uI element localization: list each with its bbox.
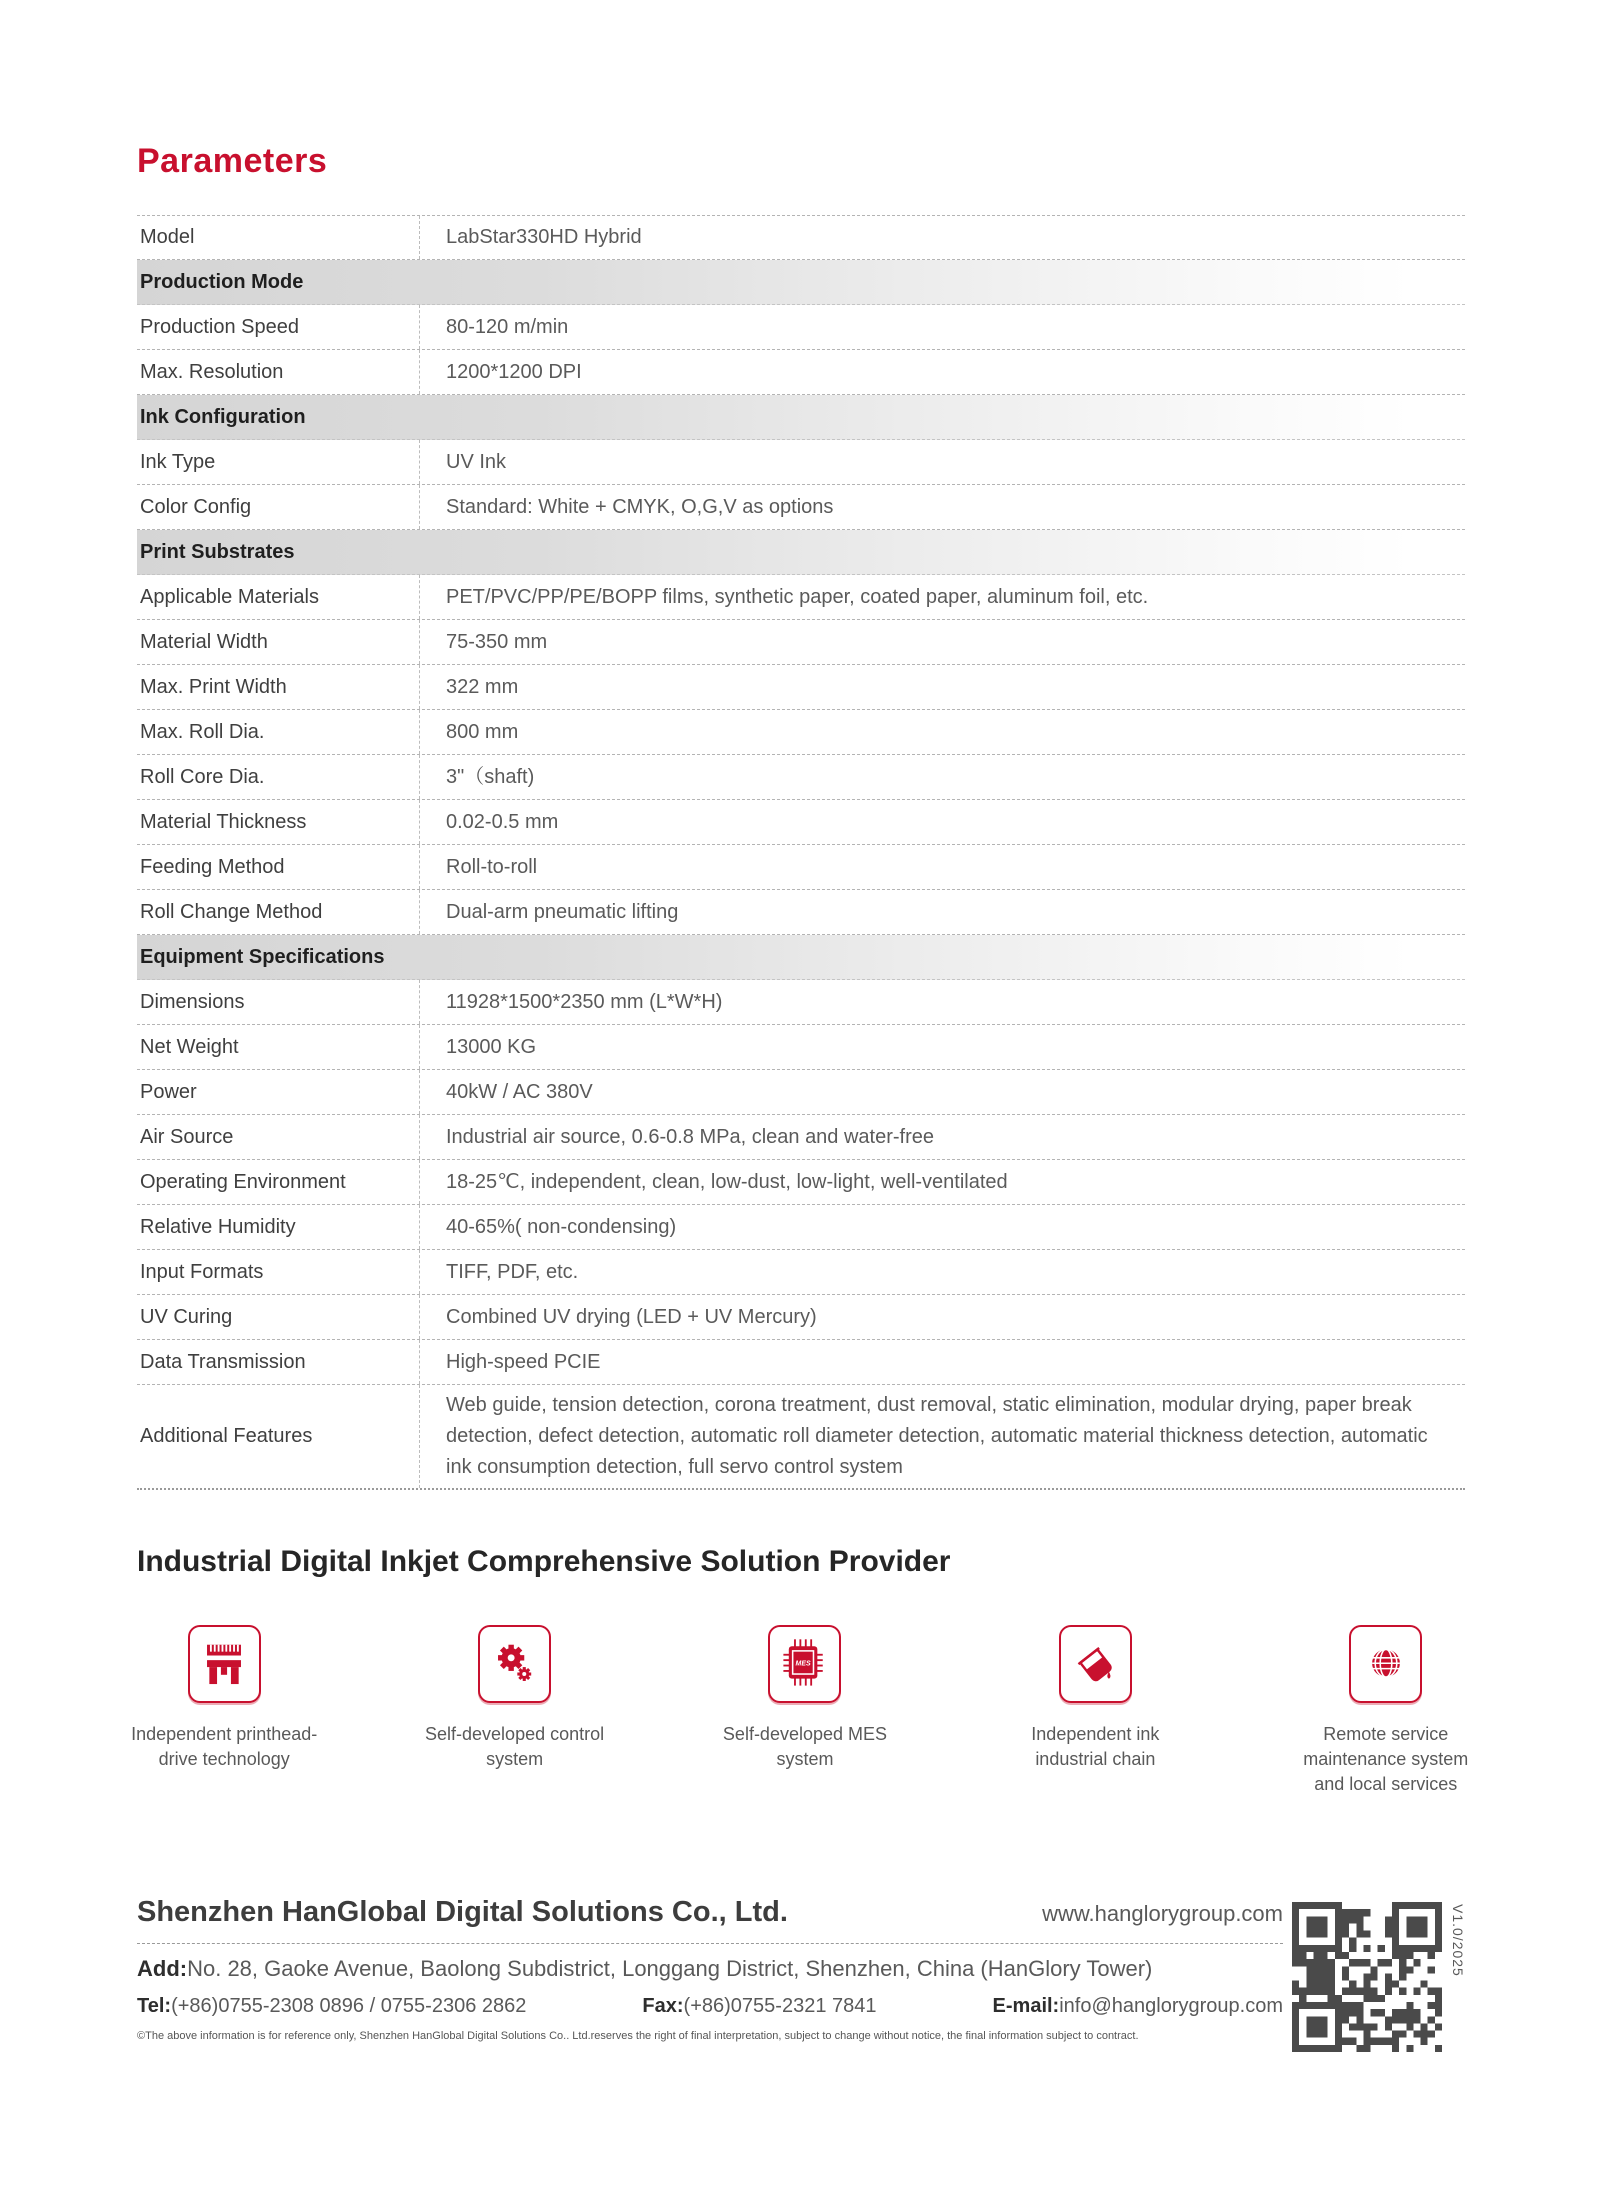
row-value: Web guide, tension detection, corona treatment, dust removal, static elimination, modular drying, paper break detection, defect detection, automatic roll diameter detection, automatic material thickness detection, automatic ink consumption detection, full servo control system	[419, 1385, 1465, 1488]
tel-number: (+86)0755-2308 0896 / 0755-2306 2862	[171, 1995, 527, 2017]
row-value: Standard: White + CMYK, O,G,V as options	[419, 485, 1465, 529]
row-value: 800 mm	[419, 710, 1465, 754]
table-row	[137, 485, 1465, 530]
row-value: PET/PVC/PP/PE/BOPP films, synthetic paper, coated paper, aluminum foil, etc.	[419, 575, 1465, 619]
solution-caption: Self-developed control system	[425, 1724, 605, 1769]
solution-item	[1241, 1625, 1531, 1797]
row-value: 3"（shaft)	[419, 755, 1465, 799]
table-row	[137, 665, 1465, 710]
email-address[interactable]: info@hanglorygroup.com	[1059, 1995, 1283, 2017]
row-value: High-speed PCIE	[419, 1340, 1465, 1384]
row-label: Max. Roll Dia.	[140, 720, 265, 743]
solution-caption: Independent printhead-drive technology	[131, 1724, 318, 1769]
row-label: Roll Core Dia.	[140, 765, 265, 788]
contact-line	[137, 1995, 1283, 2018]
row-value: 13000 KG	[419, 1025, 1465, 1069]
row-label: Ink Type	[140, 450, 216, 473]
row-label: Applicable Materials	[140, 585, 319, 608]
section-header-row: Production Mode	[137, 260, 1465, 305]
row-label: Model	[140, 226, 195, 248]
row-value: LabStar330HD Hybrid	[419, 216, 1465, 259]
table-row	[137, 1295, 1465, 1340]
table-row	[137, 890, 1465, 935]
row-label: Input Formats	[140, 1260, 264, 1283]
table-row	[137, 575, 1465, 620]
solution-heading: Industrial Digital Inkjet Comprehensive Solution Provider	[137, 1545, 951, 1578]
row-value: Dual-arm pneumatic lifting	[419, 890, 1465, 934]
table-row	[137, 215, 1465, 260]
row-label: Material Thickness	[140, 810, 307, 833]
row-label: Air Source	[140, 1125, 234, 1148]
row-value: UV Ink	[419, 440, 1465, 484]
row-value: 75-350 mm	[419, 620, 1465, 664]
row-value: 80-120 m/min	[419, 305, 1465, 349]
row-label: Max. Print Width	[140, 675, 287, 698]
row-label: Feeding Method	[140, 855, 285, 878]
row-value: 322 mm	[419, 665, 1465, 709]
address-line	[137, 1956, 1283, 1982]
table-row	[137, 1385, 1465, 1490]
row-value: 1200*1200 DPI	[419, 350, 1465, 394]
spec-table	[137, 215, 1465, 1490]
globe-icon	[1349, 1625, 1422, 1703]
footer	[137, 1896, 1283, 2042]
website-link[interactable]: www.hanglorygroup.com	[1042, 1901, 1283, 1926]
email-group	[993, 1995, 1283, 2018]
disclaimer: ©The above information is for reference only, Shenzhen HanGlobal Digital Solutions Co.. Ltd.reserves the right of final interpretation, subject to change without notice, the final information subject to contract.	[137, 2030, 1139, 2042]
table-row	[137, 1115, 1465, 1160]
table-row	[137, 710, 1465, 755]
table-row	[137, 755, 1465, 800]
solution-item	[369, 1625, 659, 1797]
fax-label: Fax:	[642, 1995, 684, 2017]
page-title: Parameters	[137, 142, 328, 180]
chip-label: MES	[795, 1660, 811, 1668]
row-label: Power	[140, 1080, 197, 1103]
table-row	[137, 800, 1465, 845]
printhead-icon	[188, 1625, 261, 1703]
table-row	[137, 1070, 1465, 1115]
row-label: Roll Change Method	[140, 900, 323, 923]
fax-number: (+86)0755-2321 7841	[683, 1995, 877, 2017]
row-value: Industrial air source, 0.6-0.8 MPa, clean and water-free	[419, 1115, 1465, 1159]
row-value: Combined UV drying (LED + UV Mercury)	[419, 1295, 1465, 1339]
row-value: TIFF, PDF, etc.	[419, 1250, 1465, 1294]
version-label: V1.0/2025	[1450, 1904, 1466, 1977]
row-value: Roll-to-roll	[419, 845, 1465, 889]
row-label: Net Weight	[140, 1035, 239, 1058]
footer-divider	[137, 1943, 1283, 1944]
row-label: Dimensions	[140, 990, 245, 1013]
row-value: 0.02-0.5 mm	[419, 800, 1465, 844]
table-row	[137, 1025, 1465, 1070]
solution-caption: Independent ink industrial chain	[1031, 1724, 1160, 1769]
section-header-row: Ink Configuration	[137, 395, 1465, 440]
table-row	[137, 1205, 1465, 1250]
table-row	[137, 980, 1465, 1025]
table-row	[137, 305, 1465, 350]
table-row	[137, 845, 1465, 890]
ink-pour-icon	[1059, 1625, 1132, 1703]
row-label: Relative Humidity	[140, 1215, 296, 1238]
table-row	[137, 1340, 1465, 1385]
solution-caption: Self-developed MES system	[722, 1724, 888, 1769]
row-label: Production Speed	[140, 315, 300, 338]
row-value: 11928*1500*2350 mm (L*W*H)	[419, 980, 1465, 1024]
table-row	[137, 350, 1465, 395]
section-header-row: Print Substrates	[137, 530, 1465, 575]
tel-label: Tel:	[137, 1995, 172, 2017]
solution-item	[79, 1625, 369, 1797]
chip-mes-icon	[768, 1625, 841, 1703]
row-label: Additional Features	[140, 1425, 313, 1447]
table-row	[137, 1160, 1465, 1205]
company-name: Shenzhen HanGlobal Digital Solutions Co., Ltd.	[137, 1896, 788, 1928]
row-label: Data Transmission	[140, 1350, 306, 1373]
row-label: Material Width	[140, 630, 268, 653]
table-row	[137, 440, 1465, 485]
address-text: No. 28, Gaoke Avenue, Baolong Subdistrict, Longgang District, Shenzhen, China (HanGlory Tower)	[187, 1956, 1153, 1981]
row-label: Max. Resolution	[140, 360, 284, 383]
solution-caption: Remote service maintenance system and local services	[1303, 1724, 1469, 1794]
gears-icon	[478, 1625, 551, 1703]
fax-group	[642, 1995, 876, 2018]
tel-group	[137, 1995, 526, 2018]
qr-code	[1292, 1902, 1442, 2052]
row-label: Operating Environment	[140, 1170, 346, 1193]
row-value: 40kW / AC 380V	[419, 1070, 1465, 1114]
address-label: Add:	[137, 1956, 188, 1981]
solution-item	[950, 1625, 1240, 1797]
table-row	[137, 1250, 1465, 1295]
solution-row	[79, 1625, 1531, 1797]
row-label: Color Config	[140, 495, 252, 518]
email-label: E-mail:	[992, 1995, 1060, 2017]
table-row	[137, 620, 1465, 665]
solution-item	[660, 1625, 950, 1797]
row-value: 18-25℃, independent, clean, low-dust, low-light, well-ventilated	[419, 1160, 1465, 1204]
row-label: UV Curing	[140, 1305, 233, 1328]
row-value: 40-65%( non-condensing)	[419, 1205, 1465, 1249]
section-header-row: Equipment Specifications	[137, 935, 1465, 980]
